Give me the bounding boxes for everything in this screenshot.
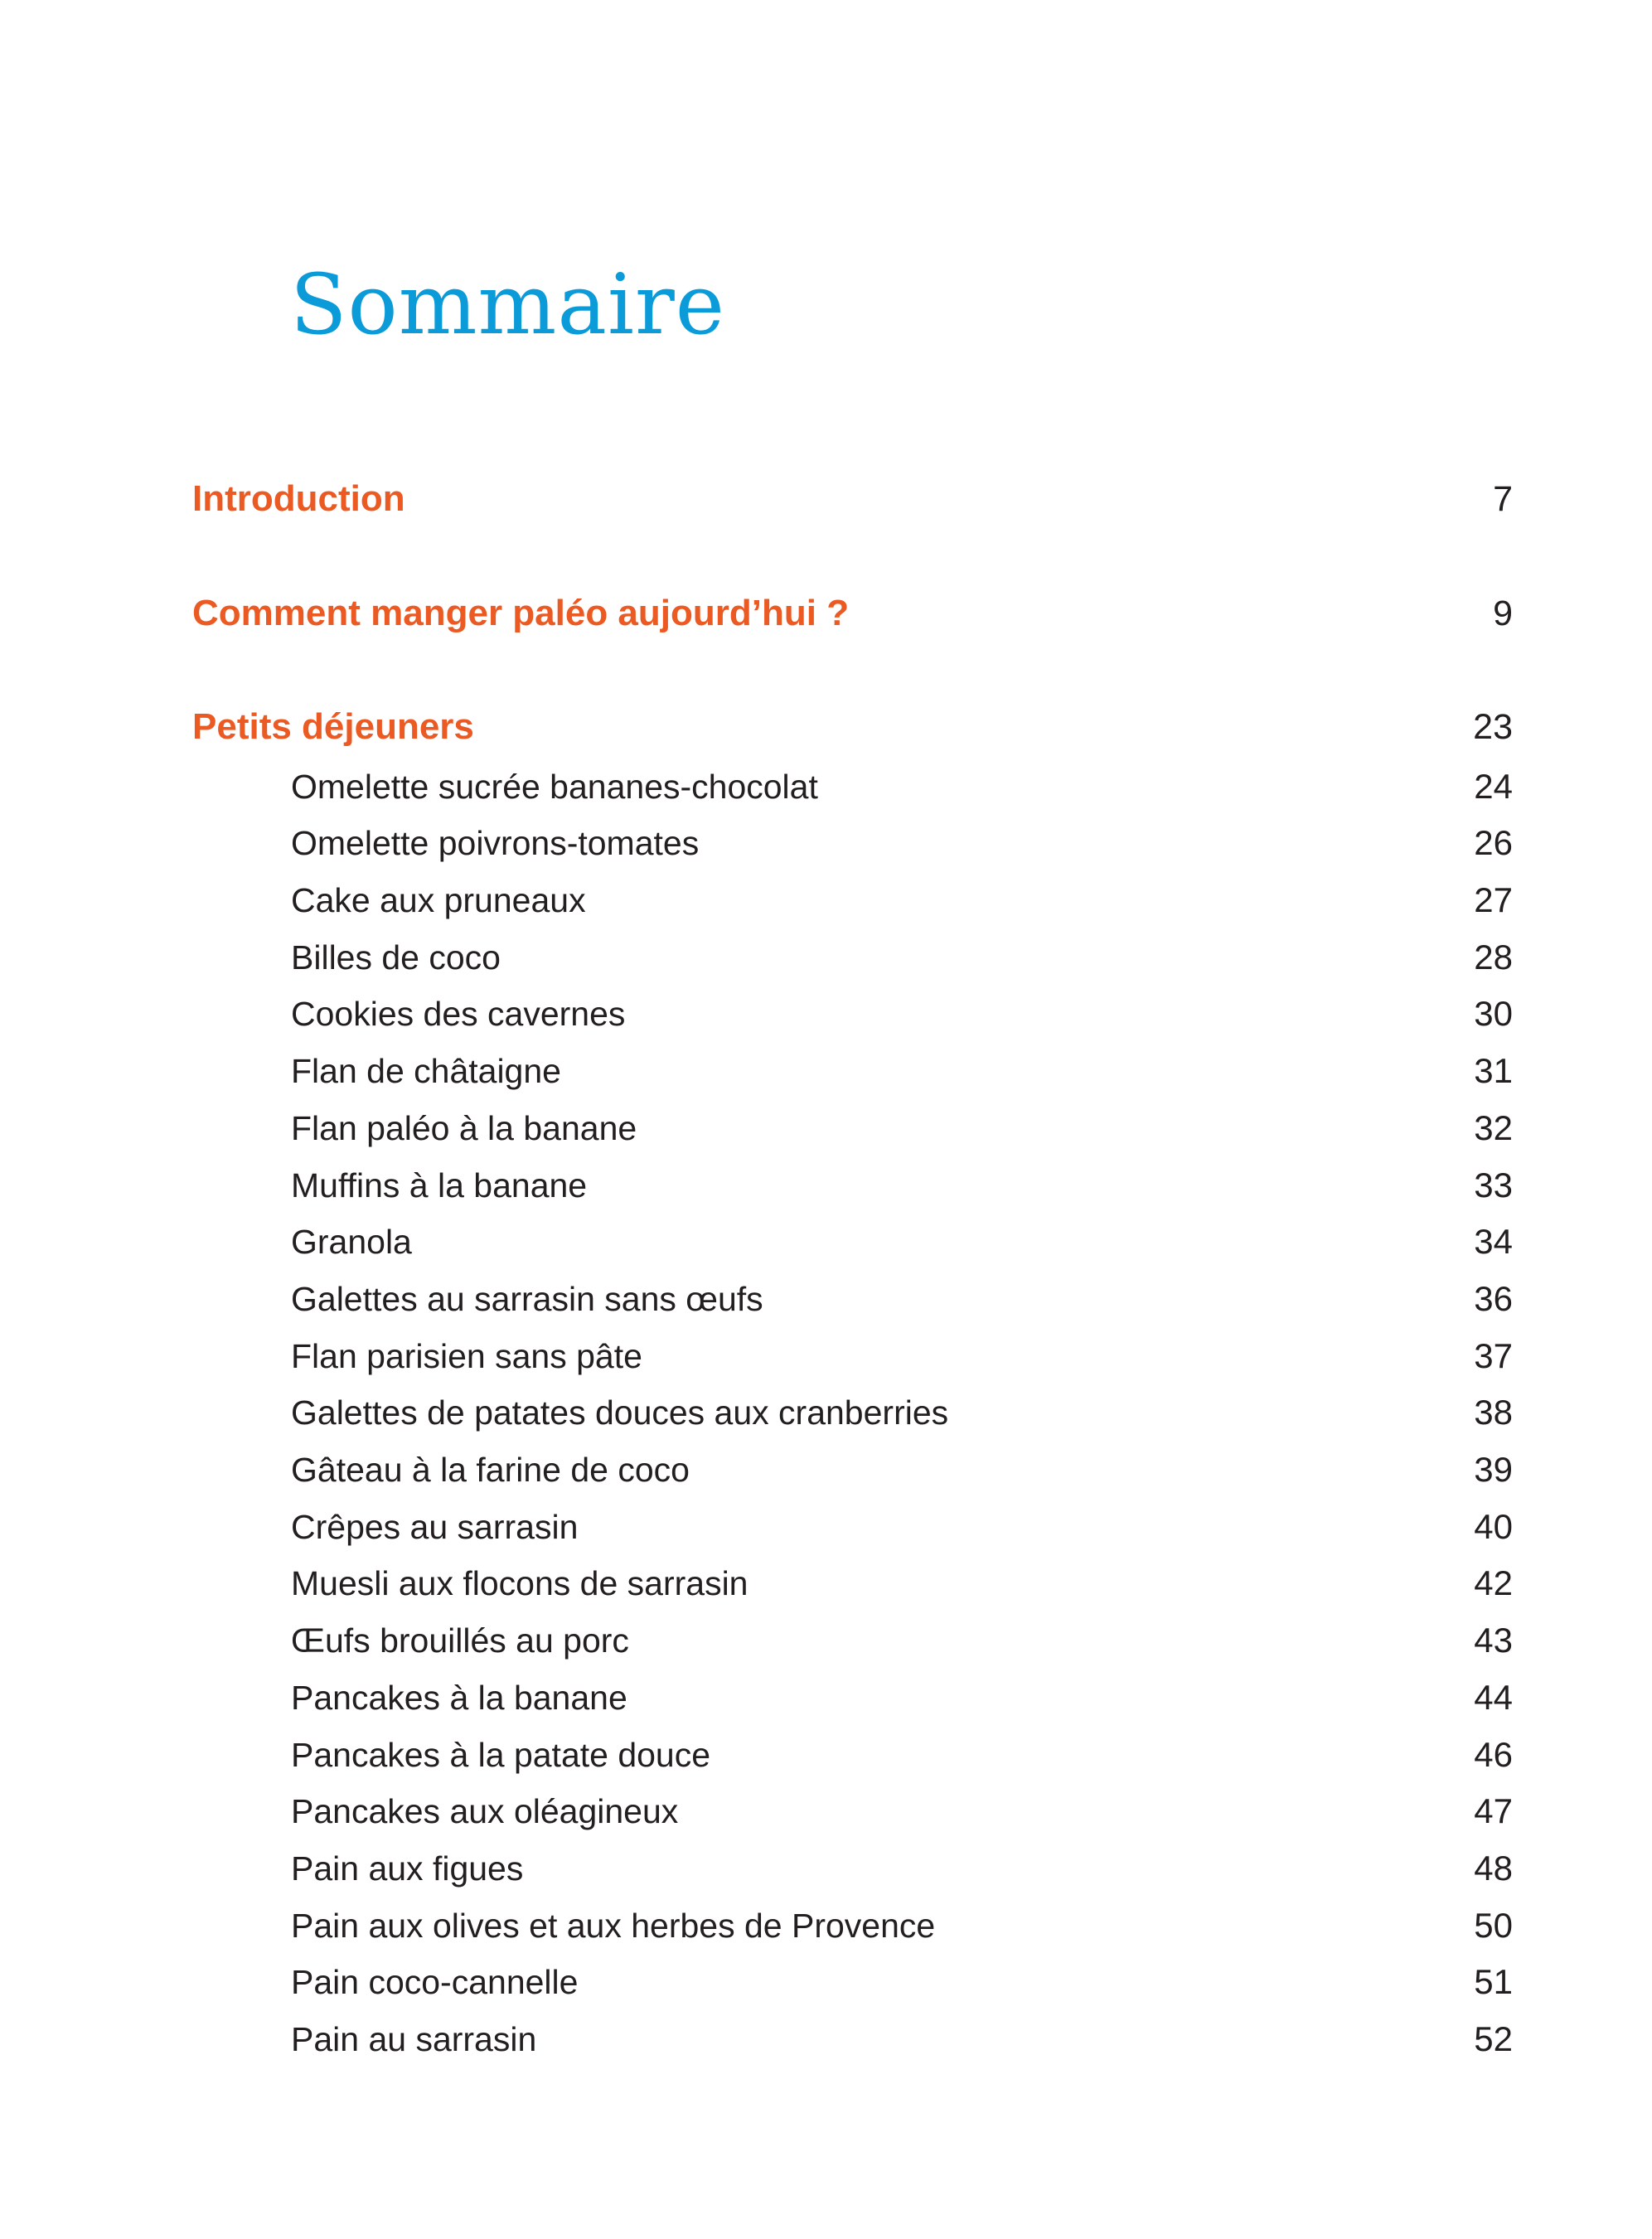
toc-item[interactable] [0,981,1652,1034]
toc-item[interactable] [0,925,1652,975]
toc-page-number: 50 [1474,1905,1513,1945]
toc-item[interactable] [0,1267,1652,1316]
toc-page-number: 24 [1474,766,1513,806]
toc-item[interactable] [0,1836,1652,1886]
toc-section-comment-manger-paleo[interactable] [0,582,1652,632]
toc-item-label: Cake aux pruneaux [291,881,586,919]
toc-item[interactable] [0,1665,1652,1715]
toc-item[interactable] [0,811,1652,863]
toc-item-label: Billes de coco [291,938,501,977]
toc-page-number: 7 [1493,479,1513,520]
toc-page-number: 9 [1493,594,1513,634]
toc-page-number: 26 [1474,823,1513,863]
toc-page-number: 51 [1474,1962,1513,2002]
toc-page-number: 27 [1474,880,1513,919]
toc-page-number: 34 [1474,1222,1513,1262]
toc-item[interactable] [0,1039,1652,1091]
toc-item-label: Flan parisien sans pâte [291,1336,642,1375]
toc-item-label: Gâteau à la farine de coco [291,1451,690,1489]
toc-item-label: Muesli aux flocons de sarrasin [291,1564,748,1603]
toc-page-number: 23 [1473,707,1513,748]
toc-item-label: Cookies des cavernes [291,995,626,1034]
toc-item-label: Galettes de patates douces aux cranberries [291,1393,949,1432]
toc-section-label: Petits déjeuners [192,706,474,748]
toc-item[interactable] [0,1723,1652,1772]
toc-page-number: 52 [1474,2019,1513,2058]
toc-item[interactable] [0,1893,1652,1943]
toc-item-label: Pain coco-cannelle [291,1963,579,2002]
toc-item-label: Crêpes au sarrasin [291,1507,579,1546]
toc-item-label: Flan de châtaigne [291,1052,561,1091]
toc-page-number: 37 [1474,1335,1513,1375]
toc-item-label: Galettes au sarrasin sans œufs [291,1279,763,1318]
toc-page-number: 28 [1474,937,1513,977]
toc-page-number: 48 [1474,1848,1513,1888]
toc-item-label: Omelette poivrons-tomates [291,824,700,863]
toc-section-label: Comment manger paléo aujourd’hui ? [192,593,850,634]
toc-page-number: 31 [1474,1051,1513,1091]
toc-item-label: Omelette sucrée bananes-chocolat [291,767,818,806]
toc-section-petits-dejeuners[interactable] [0,695,1652,748]
toc-item[interactable] [0,1950,1652,2002]
toc-item-label: Œufs brouillés au porc [291,1621,629,1660]
toc-item[interactable] [0,1209,1652,1262]
toc-section-label: Introduction [192,478,405,520]
toc-item[interactable] [0,1153,1652,1203]
toc-item-label: Muffins à la banane [291,1166,588,1204]
toc-item[interactable] [0,1495,1652,1544]
toc-item[interactable] [0,1437,1652,1487]
toc-page-number: 39 [1474,1450,1513,1489]
toc-item-label: Flan paléo à la banane [291,1108,637,1147]
toc-item-label: Pancakes aux oléagineux [291,1792,679,1831]
toc-item[interactable] [0,1551,1652,1601]
toc-item-label: Pain au sarrasin [291,2020,537,2058]
toc-item[interactable] [0,868,1652,918]
toc-page-number: 42 [1474,1563,1513,1603]
toc-item[interactable] [0,1324,1652,1374]
toc-section-introduction[interactable] [0,468,1652,520]
toc-page-number: 36 [1474,1278,1513,1318]
toc-page-number: 33 [1474,1165,1513,1204]
toc-item[interactable] [0,1608,1652,1658]
toc-item[interactable] [0,754,1652,804]
toc-item-label: Granola [291,1223,412,1262]
toc-item-label: Pain aux olives et aux herbes de Provence [291,1906,936,1945]
toc-page-number: 30 [1474,994,1513,1034]
toc-item[interactable] [0,1096,1652,1146]
toc-item[interactable] [0,1380,1652,1430]
toc-page-number: 32 [1474,1107,1513,1147]
toc-item-label: Pancakes à la banane [291,1678,627,1717]
toc-page-number: 47 [1474,1791,1513,1831]
toc-item[interactable] [0,2007,1652,2057]
toc-page-number: 40 [1474,1506,1513,1546]
page-title: Sommaire [290,256,725,353]
toc-item-label: Pain aux figues [291,1849,524,1888]
toc-page-number: 38 [1474,1393,1513,1432]
toc-item[interactable] [0,1779,1652,1829]
toc-page-number: 46 [1474,1734,1513,1774]
toc-page-number: 43 [1474,1621,1513,1660]
toc-item-label: Pancakes à la patate douce [291,1735,711,1774]
toc-page-number: 44 [1474,1677,1513,1717]
